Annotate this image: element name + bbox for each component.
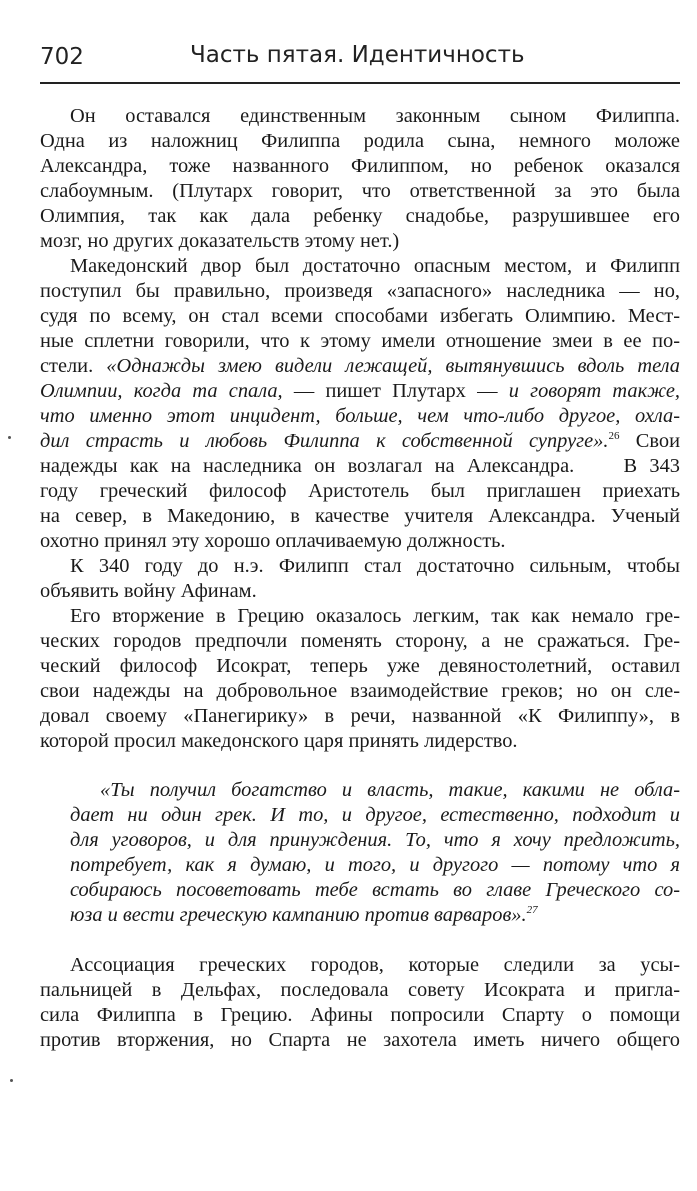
quote-line: «Ты получил богатство и власть, такие, какими не обла- [100, 779, 680, 801]
header-rule [40, 82, 680, 84]
text-line: Македонский двор был достаточно опасным местом, и Филипп [70, 255, 680, 277]
quoted-italic-text: дил страсть и любовь Филиппа к собственной супруге». [40, 430, 609, 452]
text-line: судя по всему, он стал всеми способами избегать Олимпию. Мест- [40, 305, 680, 327]
text-line: поступил бы правильно, произведя «запасного» наследника — но, [40, 280, 680, 302]
text-line [40, 429, 680, 454]
text-line [40, 354, 680, 379]
paragraph [40, 104, 680, 254]
text-line: надежды как на наследника он возлагал на Александра. В 343 [40, 455, 680, 477]
text-line: ческих городов предпочли поменять сторону, а не сражаться. Гре- [40, 630, 680, 652]
quote-line: дает ни один грек. И то, и другое, естественно, подходит и [70, 804, 680, 826]
block-quote [70, 778, 680, 928]
text-line: Ассоциация греческих городов, которые следили за усы- [70, 954, 680, 976]
footnote-ref: 27 [526, 904, 538, 916]
paragraph [40, 554, 680, 604]
text-line: слабоумным. (Плутарх говорит, что ответственной за это была [40, 180, 680, 202]
quoted-italic-text: «Однажды змею видели лежащей, вытянувшись вдоль тела [106, 355, 680, 377]
text-line: охотно принял эту хорошо оплачиваемую должность. [40, 530, 506, 552]
text-line: Его вторжение в Грецию оказалось легким, так как немало гре- [70, 605, 680, 627]
margin-mark [10, 1079, 13, 1082]
text-line: которой просил македонского царя принять лидерство. [40, 730, 518, 752]
quote-line: для уговоров, и для принуждения. То, что я хочу предложить, [70, 829, 680, 851]
text-line [40, 379, 680, 404]
quote-line: собираюсь посоветовать тебе встать во главе Греческого со- [70, 879, 680, 901]
quoted-italic-text: что именно этот инцидент, больше, чем что-либо другое, охла- [40, 405, 680, 427]
text-line: ческий философ Исократ, теперь уже девяностолетний, оставил [40, 655, 680, 677]
margin-mark [8, 436, 11, 439]
quote-line [70, 903, 680, 928]
page-header [40, 40, 678, 80]
plain-text: Свои [619, 430, 680, 452]
quoted-italic-text: Олимпии, когда та спала, [40, 380, 283, 402]
text-line: объявить войну Афинам. [40, 580, 257, 602]
plain-text: стели. [40, 355, 107, 377]
quoted-italic-text: и говорят также, [508, 380, 680, 402]
text-line: свои надежды на добровольное взаимодействие греков; но он сле- [40, 680, 680, 702]
text-line: К 340 году до н.э. Филипп стал достаточно сильным, чтобы [70, 555, 680, 577]
text-line: Одна из наложниц Филиппа родила сына, немного моложе [40, 130, 680, 152]
text-line: против вторжения, но Спарта не захотела иметь ничего общего [40, 1029, 680, 1051]
footnote-ref: 26 [608, 430, 620, 442]
text-line: Александра, тоже названного Филиппом, но ребенок оказался [40, 155, 680, 177]
plain-text: — пишет Плутарх — [282, 380, 509, 402]
text-line: году греческий философ Аристотель был приглашен приехать [40, 480, 680, 502]
quote-line: потребует, как я думаю, и того, и другого — потому что я [70, 854, 680, 876]
text-line: Олимпия, так как дала ребенку снадобье, разрушившее его [40, 205, 680, 227]
quote-text: юза и вести греческую кампанию против варваров». [70, 904, 527, 926]
paragraph [40, 604, 680, 754]
paragraph [40, 953, 680, 1053]
text-line: сила Филиппа в Грецию. Афины попросили Спарту о помощи [40, 1004, 680, 1026]
running-head: Часть пятая. Идентичность [190, 42, 525, 68]
paragraph [40, 254, 680, 554]
text-line: Он оставался единственным законным сыном Филиппа. [70, 105, 680, 127]
text-line: на север, в Македонию, в качестве учителя Александра. Ученый [40, 505, 680, 527]
text-line: довал своему «Панегирику» в речи, названной «К Филиппу», в [40, 705, 680, 727]
body-text [40, 104, 680, 1053]
text-line: ные сплетни говорили, что к этому имели отношение змеи в ее по- [40, 330, 680, 352]
text-line: мозг, но других доказательств этому нет.) [40, 230, 400, 252]
text-line: пальницей в Дельфах, последовала совету Исократа и пригла- [40, 979, 680, 1001]
text-line [40, 404, 680, 429]
page-number: 702 [40, 44, 84, 70]
